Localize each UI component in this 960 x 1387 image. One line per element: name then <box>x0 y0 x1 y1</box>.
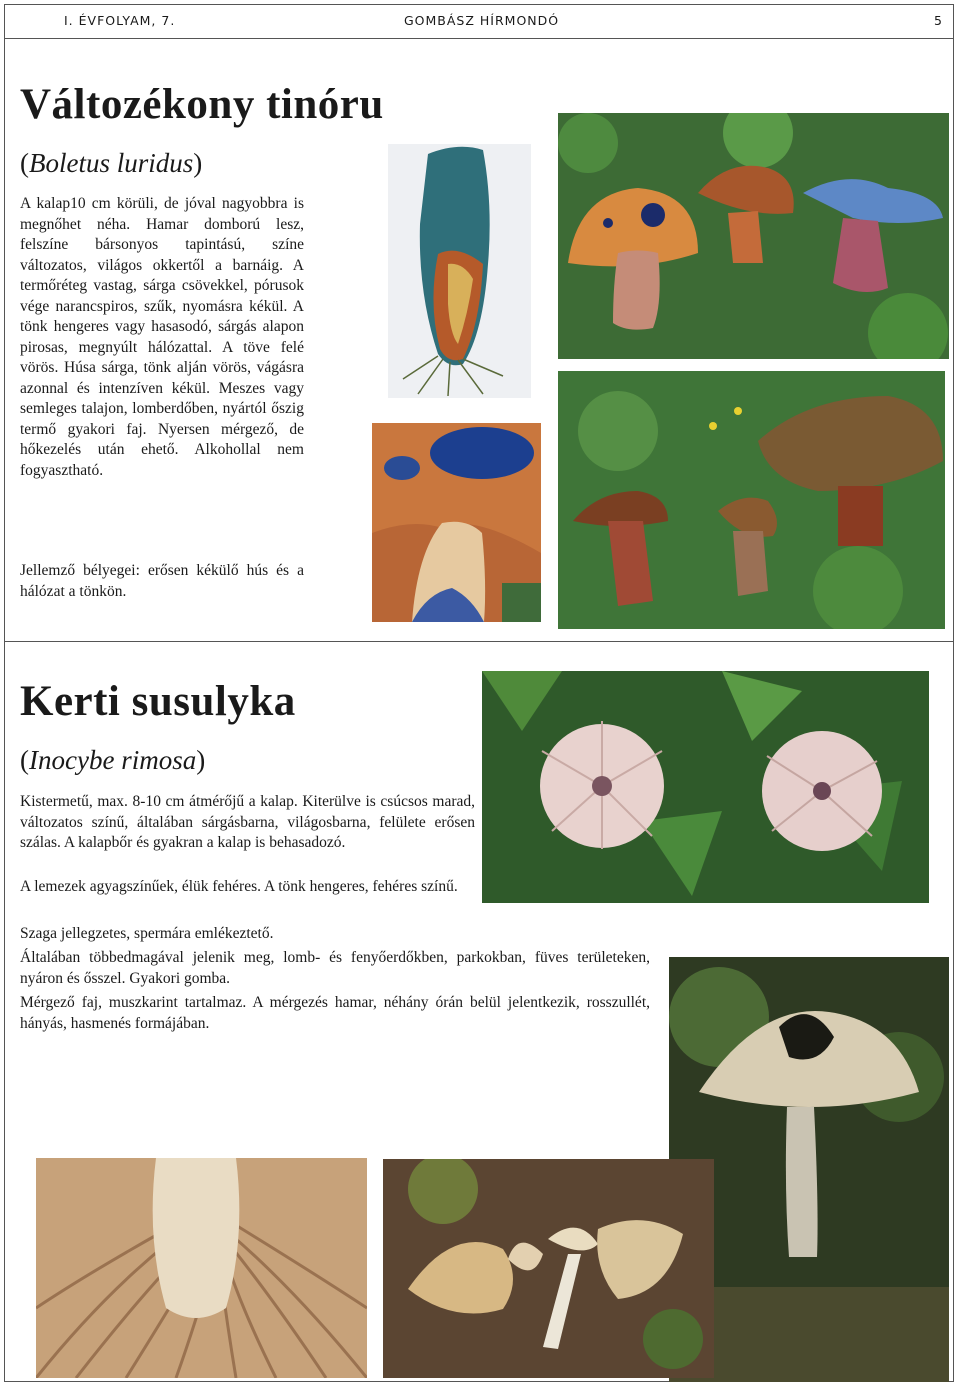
journal-title: GOMBÁSZ HÍRMONDÓ <box>404 13 560 28</box>
article2-paragraph-cap: Kistermetű, max. 8-10 cm átmérőjű a kalap. Kiterülve is csúcsos marad, változatos színű, általában sárgásbarna, világosbarna, felülete erősen szálas. A kalapbőr és gyakran a kalap is behasadozó. <box>20 793 475 851</box>
article2-title: Kerti susulyka <box>20 678 296 725</box>
article2-paragraph-smell: Szaga jellegzetes, spermára emlékeztető. <box>20 925 274 942</box>
inocybe-gills-photo <box>36 1158 367 1378</box>
article1-title: Változékony tinóru <box>20 81 384 128</box>
article2-paragraph-gills: A lemezek agyagszínűek, élük fehéres. A tönk hengeres, fehéres színű. <box>20 878 458 895</box>
article2-paragraph-toxicity: Mérgező faj, muszkarint tartalmaz. A mérgezés hamar, néhány órán belül jelentkezik, rosszullét, hányás, hasmenés formájában. <box>20 994 650 1032</box>
boletus-stem-photo <box>388 144 531 398</box>
volume-label: I. ÉVFOLYAM, 7. <box>64 13 176 28</box>
boletus-clover-photo <box>558 371 945 629</box>
page-number: 5 <box>934 13 943 28</box>
inocybe-group-photo <box>383 1159 714 1378</box>
article2-latin-name: (Inocybe rimosa) <box>20 745 206 775</box>
section-divider <box>4 641 954 642</box>
boletus-group-photo <box>558 113 949 359</box>
article1-latin-name: (Boletus luridus) <box>20 148 203 178</box>
article2-paragraph-habitat: Általában többedmagával jelenik meg, lomb- és fenyőerdőkben, parkokban, füves területeken, nyáron és ősszel. Gyakori gomba. <box>20 949 650 987</box>
inocybe-ivy-photo <box>482 671 929 903</box>
page-header <box>4 4 954 39</box>
boletus-pores-photo <box>372 423 541 622</box>
article1-description: A kalap10 cm körüli, de jóval nagyobbra is megnőhet néha. Hamar domború lesz, felszíne bársonyos tapintású, színe változatos, világos okkertől a barnáig. A termőréteg vastag, sárga csövekkel, pórusok vége narancspiros, szűk, nyomásra kékül. A tönk hengeres vagy hasasodó, sárgás alapon pirosas, megnyúlt hálózattal. A töve felé vörös. Húsa sárga, tönk alján vörös, vágásra azonnal és intenzíven kékül. Meszes vagy semleges talajon, lomberdőben, nyártól őszig termő gyakori faj. Nyersen mérgező, de hőkezelés után ehető. Alkohollal nem fogyasztható. <box>20 195 304 479</box>
article1-key-features: Jellemző bélyegei: erősen kékülő hús és a hálózat a tönkön. <box>20 562 304 600</box>
